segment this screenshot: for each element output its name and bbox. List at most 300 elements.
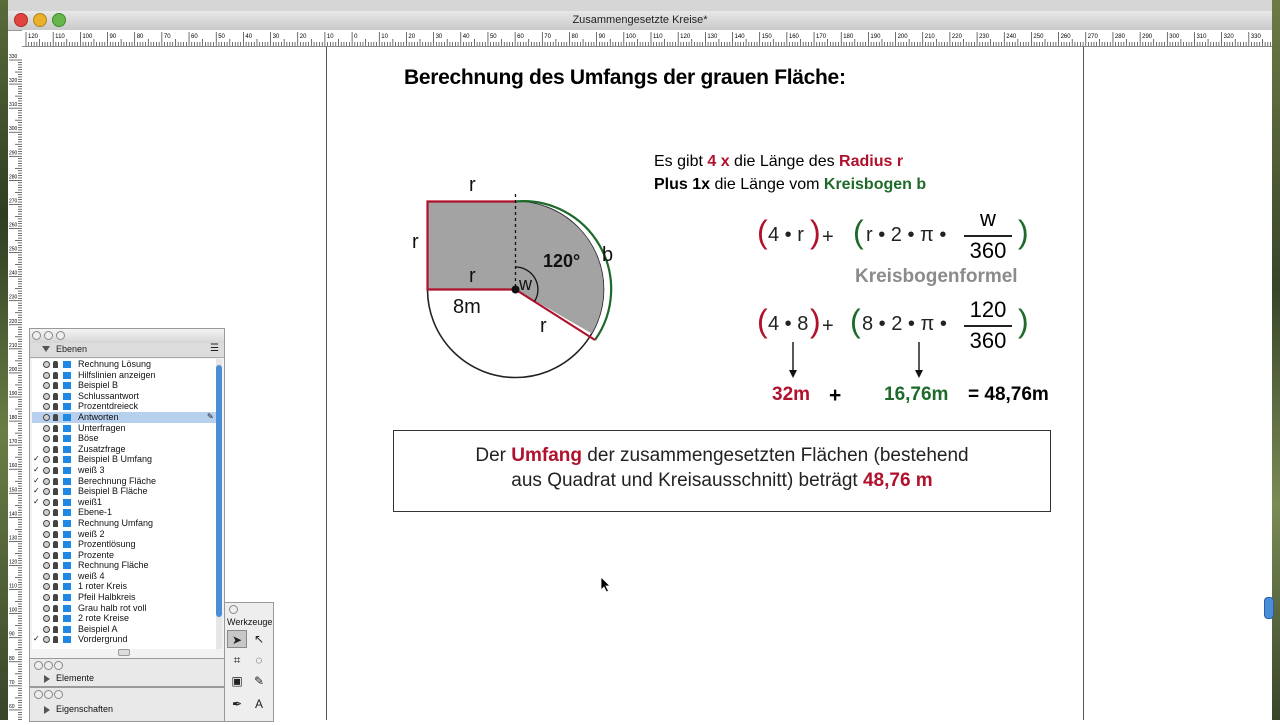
layer-color-swatch (63, 615, 71, 622)
formula2-denominator: 360 (969, 328, 1007, 353)
layer-visibility-icon[interactable] (43, 425, 50, 432)
ruler-label: 150 (9, 487, 18, 494)
layer-color-swatch (63, 562, 71, 569)
layer-visibility-icon[interactable] (43, 636, 50, 643)
disclosure-closed-icon[interactable] (44, 675, 50, 683)
ruler-label: 170 (9, 439, 18, 446)
ruler-label: 100 (9, 607, 18, 614)
layer-row[interactable] (32, 497, 216, 508)
layer-list[interactable] (32, 359, 216, 649)
elements-panel[interactable] (29, 658, 225, 687)
formula1-plus: + (822, 226, 834, 248)
ruler-label: 160 (788, 34, 799, 40)
ruler-label: 220 (951, 34, 962, 40)
layer-name: Beispiel B (78, 380, 119, 391)
intro-count: 4 x (707, 153, 730, 170)
answer-line-2 (394, 470, 1050, 492)
ruler-label: 30 (272, 34, 280, 40)
circle-figure (400, 170, 630, 385)
layer-visibility-icon[interactable] (43, 583, 50, 590)
layer-name: Vordergrund (78, 634, 128, 645)
layer-row[interactable] (32, 634, 216, 645)
intro-text-2: die Länge des (729, 153, 840, 170)
ruler-label: 20 (408, 34, 416, 40)
layer-visibility-icon[interactable] (43, 393, 50, 400)
layer-visibility-icon[interactable] (43, 488, 50, 495)
layer-name: 2 rote Kreise (78, 613, 130, 624)
layer-lock-icon[interactable] (53, 478, 58, 485)
answer-line-1 (394, 445, 1050, 467)
layer-row[interactable] (32, 476, 216, 487)
layer-lock-icon[interactable] (53, 615, 58, 622)
layer-color-swatch (63, 531, 71, 538)
layer-color-swatch (63, 583, 71, 590)
layer-lock-icon[interactable] (53, 583, 58, 590)
layer-row[interactable] (32, 433, 216, 444)
layer-lock-icon[interactable] (53, 520, 58, 527)
layer-row[interactable] (32, 550, 216, 561)
ruler-label: 170 (816, 34, 827, 40)
layer-name: Beispiel B Fläche (78, 486, 148, 497)
panel-close-icon[interactable] (34, 661, 43, 670)
layer-color-swatch (63, 372, 71, 379)
formula2-close-1: ) (810, 303, 821, 339)
layer-name: Schlussantwort (78, 390, 140, 401)
answer-text: Der (475, 445, 512, 466)
ruler-label: 210 (924, 34, 935, 40)
layer-visibility-icon[interactable] (43, 531, 50, 538)
properties-panel[interactable] (29, 687, 225, 722)
layer-row[interactable] (32, 412, 216, 423)
layer-name: Pfeil Halbkreis (78, 592, 136, 603)
ruler-label: 90 (9, 631, 15, 638)
intro-text: Es gibt (654, 153, 708, 170)
layer-lock-icon[interactable] (53, 636, 58, 643)
formula1-fraction-line (964, 235, 1012, 237)
ruler-label: 260 (1060, 34, 1071, 40)
layer-lock-icon[interactable] (53, 393, 58, 400)
window-title: Zusammengesetzte Kreise* (572, 14, 708, 26)
disclosure-open-icon[interactable] (42, 346, 50, 352)
layer-visibility-icon[interactable] (43, 605, 50, 612)
ruler-label: 240 (9, 270, 18, 277)
layer-name: Hilfslinien anzeigen (78, 369, 156, 380)
layer-name: Böse (78, 433, 99, 444)
layers-panel-title: Ebenen (56, 344, 88, 354)
layer-name: Prozentlösung (78, 539, 136, 550)
layer-name: Antworten (78, 411, 119, 422)
ruler-label: 180 (843, 34, 854, 40)
layer-name: Rechnung Fläche (78, 560, 149, 571)
formula2-open-2: ( (850, 303, 861, 339)
panel-zoom-icon[interactable] (54, 661, 63, 670)
ruler-label: 10 (326, 34, 334, 40)
ruler-label: 230 (9, 294, 18, 301)
layer-name: Ebene-1 (78, 507, 113, 518)
layer-lock-icon[interactable] (53, 531, 58, 538)
layer-row[interactable] (32, 444, 216, 455)
arrow-down-icon (911, 340, 927, 380)
ruler-label: 60 (517, 34, 524, 40)
ruler-label: 140 (9, 511, 18, 518)
layer-visibility-icon[interactable] (43, 499, 50, 506)
formula2-numerator: 120 (969, 297, 1007, 322)
result-arc: 16,76m (884, 384, 949, 405)
layer-lock-icon[interactable] (53, 456, 58, 463)
layer-lock-icon[interactable] (53, 541, 58, 548)
layer-name: Prozente (78, 549, 115, 560)
intro-line-1 (654, 153, 903, 171)
ruler-label: 260 (9, 222, 18, 229)
disclosure-closed-icon[interactable] (44, 706, 50, 714)
layer-lock-icon[interactable] (53, 382, 58, 389)
layer-row[interactable] (32, 391, 216, 402)
layer-color-swatch (63, 361, 71, 368)
layer-lock-icon[interactable] (53, 509, 58, 516)
layer-row[interactable] (32, 401, 216, 412)
ruler-label: 200 (897, 34, 908, 40)
formula1-close-2: ) (1018, 214, 1029, 250)
layer-lock-icon[interactable] (53, 467, 58, 474)
layer-color-swatch (63, 425, 71, 432)
layer-color-swatch (63, 488, 71, 495)
layer-color-swatch (63, 636, 71, 643)
formula2-close-2: ) (1018, 303, 1029, 339)
layer-color-swatch (63, 605, 71, 612)
ruler-label: 110 (55, 34, 65, 40)
formula2-term-1: 4 • 8 (768, 313, 809, 335)
ruler-label: 190 (870, 34, 881, 40)
ruler-label: 130 (707, 34, 718, 40)
label-r-middle: r (469, 265, 476, 287)
layer-color-swatch (63, 626, 71, 633)
formula2-open-1: ( (757, 303, 768, 339)
label-r-diagonal: r (540, 315, 547, 337)
layer-checkmark-icon[interactable]: ✓ (33, 454, 40, 464)
ruler-label: 60 (191, 34, 198, 40)
ruler-label: 10 (381, 34, 388, 40)
layer-row[interactable] (32, 603, 216, 614)
layer-row[interactable] (32, 359, 216, 370)
transform-tool-icon[interactable]: ▣ (231, 674, 243, 688)
eyedropper-tool-icon[interactable]: ✎ (253, 674, 265, 688)
ruler-label: 130 (9, 535, 18, 542)
intro-text-3: die Länge vom (710, 176, 824, 193)
layer-checkmark-icon[interactable]: ✓ (33, 634, 40, 644)
layer-color-swatch (63, 456, 71, 463)
layer-color-swatch (63, 573, 71, 580)
window-titlebar (8, 11, 1272, 31)
elements-panel-title: Elemente (56, 673, 95, 683)
layer-color-swatch (63, 403, 71, 410)
pen-tool-icon[interactable]: ✒ (231, 697, 243, 711)
ruler-label: 280 (9, 174, 18, 181)
layer-color-swatch (63, 414, 71, 421)
ruler-label: 70 (9, 679, 15, 686)
answer-text-3: aus Quadrat und Kreisausschnitt) beträgt (511, 470, 863, 491)
subselect-tool-icon[interactable]: ↖ (253, 632, 265, 646)
layer-lock-icon[interactable] (53, 435, 58, 442)
layer-lock-icon[interactable] (53, 414, 58, 421)
layer-lock-icon[interactable] (53, 488, 58, 495)
panel-minimize-icon[interactable] (44, 331, 53, 340)
ruler-label: 270 (1087, 34, 1098, 40)
layer-row[interactable] (32, 560, 216, 571)
formula1-close-1: ) (810, 214, 821, 250)
layer-visibility-icon[interactable] (43, 573, 50, 580)
panel-zoom-icon[interactable] (56, 331, 65, 340)
ruler-label: 310 (9, 102, 18, 109)
layer-checkmark-icon[interactable]: ✓ (33, 496, 40, 506)
layer-name: 1 roter Kreis (78, 581, 128, 592)
ruler-label: 180 (9, 415, 18, 422)
ruler-label: 80 (9, 655, 15, 662)
layer-name: weiß 2 (78, 528, 105, 539)
result-total: = 48,76m (968, 384, 1049, 405)
layer-visibility-icon[interactable] (43, 541, 50, 548)
layer-row[interactable] (32, 571, 216, 582)
layer-lock-icon[interactable] (53, 605, 58, 612)
layer-name: Grau halb rot voll (78, 602, 147, 613)
layer-checkmark-icon[interactable]: ✓ (33, 475, 40, 485)
intro-plus: Plus 1x (654, 176, 711, 193)
ruler-label: 220 (9, 318, 18, 325)
ruler-label: 210 (9, 342, 18, 349)
layer-visibility-icon[interactable] (43, 361, 50, 368)
layer-visibility-icon[interactable] (43, 403, 50, 410)
layer-checkmark-icon[interactable]: ✓ (33, 486, 40, 496)
layer-row[interactable] (32, 423, 216, 434)
ruler-label: 0 (354, 34, 358, 40)
layer-row[interactable] (32, 581, 216, 592)
layer-color-swatch (63, 552, 71, 559)
layer-lock-icon[interactable] (53, 552, 58, 559)
layer-visibility-icon[interactable] (43, 435, 50, 442)
layer-visibility-icon[interactable] (43, 562, 50, 569)
formula2-plus: + (822, 315, 834, 337)
layer-visibility-icon[interactable] (43, 520, 50, 527)
layer-visibility-icon[interactable] (43, 456, 50, 463)
layer-row[interactable] (32, 529, 216, 540)
intro-radius: Radius r (839, 153, 904, 170)
layers-panel-titlebar[interactable] (30, 329, 224, 344)
ruler-label: 280 (1114, 34, 1125, 40)
layer-name: Rechnung Umfang (78, 517, 154, 528)
layer-color-swatch (63, 509, 71, 516)
layer-lock-icon[interactable] (53, 425, 58, 432)
lasso-tool-icon[interactable]: ◌ (255, 653, 263, 667)
ruler-label: 60 (9, 703, 15, 710)
layer-lock-icon[interactable] (53, 499, 58, 506)
ruler-label: 190 (9, 391, 18, 397)
ruler-label: 330 (9, 54, 18, 60)
panel-menu-icon[interactable]: ☰ (210, 343, 219, 354)
layer-row[interactable] (32, 539, 216, 550)
label-r-left: r (412, 231, 419, 253)
pointer-tool-icon[interactable]: ➤ (227, 630, 247, 648)
formula1-denominator: 360 (969, 238, 1007, 263)
resize-handle-icon[interactable] (118, 649, 130, 656)
layer-visibility-icon[interactable] (43, 615, 50, 622)
ruler-label: 310 (1196, 34, 1207, 40)
result-plus: + (829, 384, 842, 407)
layer-color-swatch (63, 594, 71, 601)
formula-label: Kreisbogenformel (855, 266, 1018, 287)
panel-minimize-icon[interactable] (44, 690, 53, 699)
layer-visibility-icon[interactable] (43, 414, 50, 421)
answer-keyword: Umfang (511, 445, 583, 466)
layer-name: Prozentdreieck (78, 401, 139, 412)
arrow-down-icon (785, 340, 801, 380)
ruler-label: 40 (245, 34, 253, 40)
formula1-open-2: ( (853, 214, 864, 250)
layer-visibility-icon[interactable] (43, 382, 50, 389)
layer-row[interactable] (32, 454, 216, 465)
layer-lock-icon[interactable] (53, 626, 58, 633)
ruler-label: 110 (9, 583, 17, 590)
layer-visibility-icon[interactable] (43, 594, 50, 601)
layer-name: weiß 4 (78, 570, 105, 581)
panel-minimize-icon[interactable] (44, 661, 53, 670)
layer-name: Beispiel A (78, 623, 118, 634)
layer-lock-icon[interactable] (53, 594, 58, 601)
formula1-numerator: w (980, 206, 996, 231)
label-b: b (602, 244, 614, 266)
tools-panel[interactable] (224, 602, 274, 722)
ruler-label: 80 (571, 34, 579, 40)
layer-visibility-icon[interactable] (43, 446, 50, 453)
layer-row[interactable] (32, 486, 216, 497)
layer-name: weiß1 (78, 496, 103, 507)
layer-lock-icon[interactable] (53, 562, 58, 569)
ruler-label: 270 (9, 198, 18, 205)
formula1-term-1: 4 • r (768, 224, 804, 246)
formula1-term-2: r • 2 • π • (866, 224, 947, 246)
layer-row[interactable] (32, 624, 216, 635)
layer-color-swatch (63, 478, 71, 485)
layer-row[interactable] (32, 507, 216, 518)
layers-panel-header[interactable] (30, 343, 224, 358)
panel-close-icon[interactable] (34, 690, 43, 699)
layer-visibility-icon[interactable] (43, 478, 50, 485)
ruler-label: 300 (9, 126, 18, 133)
ruler-label: 320 (1223, 34, 1234, 40)
layer-name: weiß 3 (78, 464, 105, 475)
intro-arc: Kreisbogen b (823, 176, 927, 193)
ruler-label: 30 (435, 34, 443, 40)
ruler-left[interactable] (8, 46, 23, 720)
label-radius: 8m (453, 296, 481, 318)
layer-visibility-icon[interactable] (43, 372, 50, 379)
ruler-label: 100 (625, 34, 636, 40)
answer-text-2: der zusammengesetzten Flächen (bestehend (582, 445, 969, 466)
ruler-label: 90 (598, 34, 606, 40)
ruler-label: 110 (653, 34, 663, 40)
layer-row[interactable] (32, 380, 216, 391)
layers-panel[interactable] (29, 328, 225, 659)
layer-lock-icon[interactable] (53, 372, 58, 379)
layer-list-scroll-thumb[interactable] (216, 365, 222, 617)
page-heading: Berechnung des Umfangs der grauen Fläche: (404, 66, 846, 89)
layer-checkmark-icon[interactable]: ✓ (33, 464, 40, 474)
ruler-label: 140 (734, 34, 745, 40)
layer-row[interactable] (32, 592, 216, 603)
layer-row[interactable] (32, 465, 216, 476)
ruler-label: 290 (9, 150, 18, 157)
layer-edit-pen-icon: ✎ (207, 411, 214, 421)
ruler-label: 70 (163, 34, 171, 40)
ruler-label: 80 (136, 34, 144, 40)
layer-row[interactable] (32, 370, 216, 381)
panel-close-icon[interactable] (32, 331, 41, 340)
layer-visibility-icon[interactable] (43, 467, 50, 474)
mouse-cursor-icon (600, 576, 612, 594)
label-angle: 120° (543, 251, 581, 271)
ruler-label: 40 (462, 34, 470, 40)
ruler-top[interactable] (22, 30, 1272, 47)
ruler-label: 200 (9, 366, 18, 373)
layer-row[interactable] (32, 518, 216, 529)
crop-tool-icon[interactable]: ⌗ (233, 653, 241, 667)
formula2-fraction-line (964, 325, 1012, 327)
ruler-label: 20 (299, 34, 307, 40)
intro-line-2 (654, 176, 926, 194)
ruler-label: 50 (489, 34, 497, 40)
layer-lock-icon[interactable] (53, 361, 58, 368)
ruler-label: 250 (1033, 34, 1044, 40)
formula2-term-2: 8 • 2 • π • (862, 313, 947, 335)
layer-name: Zusatzfrage (78, 443, 126, 454)
ruler-label: 100 (82, 34, 93, 40)
formula1-open-1: ( (757, 214, 768, 250)
layer-color-swatch (63, 446, 71, 453)
ruler-label: 160 (9, 463, 18, 470)
label-w: w (519, 274, 532, 294)
layer-color-swatch (63, 499, 71, 506)
answer-box (393, 430, 1051, 512)
ruler-label: 50 (218, 34, 225, 40)
ruler-label: 230 (979, 34, 990, 40)
panel-zoom-icon[interactable] (54, 690, 63, 699)
answer-value: 48,76 m (862, 470, 933, 491)
layer-visibility-icon[interactable] (43, 626, 50, 633)
layer-lock-icon[interactable] (53, 446, 58, 453)
ruler-label: 120 (28, 34, 39, 40)
ruler-label: 150 (761, 34, 772, 40)
panel-close-icon[interactable] (229, 605, 238, 614)
layer-lock-icon[interactable] (53, 573, 58, 580)
ruler-label: 300 (1169, 34, 1180, 40)
layer-color-swatch (63, 435, 71, 442)
layer-visibility-icon[interactable] (43, 552, 50, 559)
vertical-scroll-thumb[interactable] (1264, 597, 1274, 619)
layer-row[interactable] (32, 613, 216, 624)
layer-visibility-icon[interactable] (43, 509, 50, 516)
ruler-label: 240 (1006, 34, 1017, 40)
tools-panel-title: Werkzeuge (227, 617, 273, 627)
ruler-label: 320 (9, 78, 18, 85)
layer-name: Unterfragen (78, 422, 126, 433)
layer-color-swatch (63, 382, 71, 389)
text-tool-icon[interactable]: A (254, 697, 263, 711)
ruler-label: 250 (9, 246, 18, 253)
ruler-top-ticks (22, 30, 1272, 46)
layer-lock-icon[interactable] (53, 403, 58, 410)
ruler-label: 70 (544, 34, 551, 40)
ruler-label: 120 (680, 34, 691, 40)
layer-color-swatch (63, 520, 71, 527)
layer-name: Berechnung Fläche (78, 475, 157, 486)
